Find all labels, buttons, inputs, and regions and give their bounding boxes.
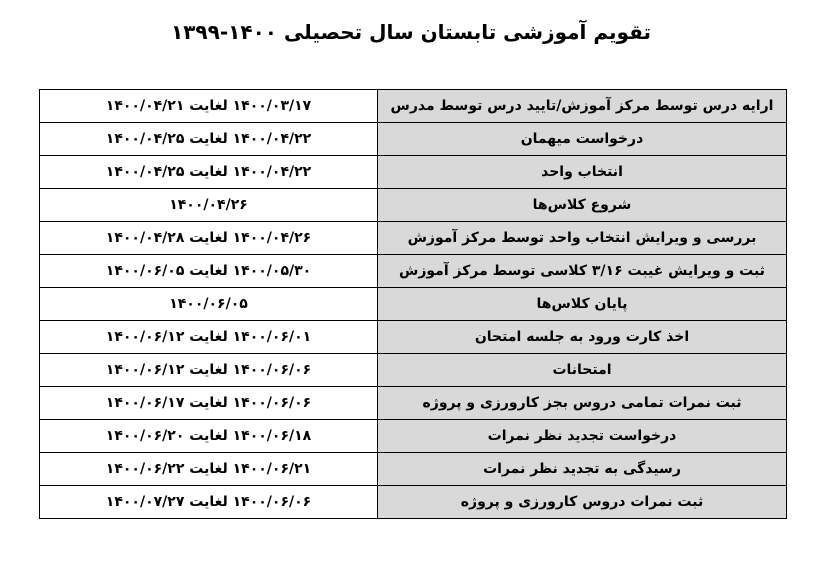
table-row — [40, 90, 787, 123]
date-cell: ۱۴۰۰/۰۶/۰۵ — [40, 288, 378, 321]
date-cell: ۱۴۰۰/۰۴/۲۶ لغایت ۱۴۰۰/۰۴/۲۸ — [40, 222, 378, 255]
date-cell: ۱۴۰۰/۰۶/۰۶ لغایت ۱۴۰۰/۰۷/۲۷ — [40, 486, 378, 519]
table-row — [40, 486, 787, 519]
event-cell: شروع کلاس‌ها — [378, 189, 787, 222]
table-row — [40, 222, 787, 255]
table-row — [40, 321, 787, 354]
date-cell: ۱۴۰۰/۰۴/۲۶ — [40, 189, 378, 222]
event-cell: اخذ کارت ورود به جلسه امتحان — [378, 321, 787, 354]
date-cell: ۱۴۰۰/۰۶/۰۶ لغایت ۱۴۰۰/۰۶/۱۷ — [40, 387, 378, 420]
date-cell: ۱۴۰۰/۰۶/۰۶ لغایت ۱۴۰۰/۰۶/۱۲ — [40, 354, 378, 387]
table-row — [40, 453, 787, 486]
date-cell: ۱۴۰۰/۰۳/۱۷ لغایت ۱۴۰۰/۰۴/۲۱ — [40, 90, 378, 123]
event-cell: ثبت نمرات دروس کارورزی و پروژه — [378, 486, 787, 519]
event-cell: بررسی و ویرایش انتخاب واحد توسط مرکز آموزش — [378, 222, 787, 255]
date-cell: ۱۴۰۰/۰۶/۱۸ لغایت ۱۴۰۰/۰۶/۲۰ — [40, 420, 378, 453]
event-cell: رسیدگی به تجدید نظر نمرات — [378, 453, 787, 486]
event-cell: درخواست تجدید نظر نمرات — [378, 420, 787, 453]
date-cell: ۱۴۰۰/۰۶/۰۱ لغایت ۱۴۰۰/۰۶/۱۲ — [40, 321, 378, 354]
calendar-table — [39, 89, 787, 519]
event-cell: درخواست میهمان — [378, 123, 787, 156]
table-row — [40, 123, 787, 156]
table-row — [40, 255, 787, 288]
event-cell: ارایه درس توسط مرکز آموزش/تایید درس توسط مدرس — [378, 90, 787, 123]
event-cell: امتحانات — [378, 354, 787, 387]
table-row — [40, 387, 787, 420]
page-title: تقویم آموزشی تابستان سال تحصیلی ۱۴۰۰-۱۳۹۹ — [171, 20, 651, 44]
event-cell: ثبت و ویرایش غیبت ۳/۱۶ کلاسی توسط مرکز آموزش — [378, 255, 787, 288]
table-row — [40, 288, 787, 321]
table-row — [40, 189, 787, 222]
table-row — [40, 420, 787, 453]
date-cell: ۱۴۰۰/۰۶/۲۱ لغایت ۱۴۰۰/۰۶/۲۲ — [40, 453, 378, 486]
date-cell: ۱۴۰۰/۰۵/۳۰ لغایت ۱۴۰۰/۰۶/۰۵ — [40, 255, 378, 288]
event-cell: ثبت نمرات تمامی دروس بجز کارورزی و پروژه — [378, 387, 787, 420]
table-row — [40, 354, 787, 387]
date-cell: ۱۴۰۰/۰۴/۲۲ لغایت ۱۴۰۰/۰۴/۲۵ — [40, 123, 378, 156]
date-cell: ۱۴۰۰/۰۴/۲۲ لغایت ۱۴۰۰/۰۴/۲۵ — [40, 156, 378, 189]
table-row — [40, 156, 787, 189]
event-cell: انتخاب واحد — [378, 156, 787, 189]
event-cell: پایان کلاس‌ها — [378, 288, 787, 321]
